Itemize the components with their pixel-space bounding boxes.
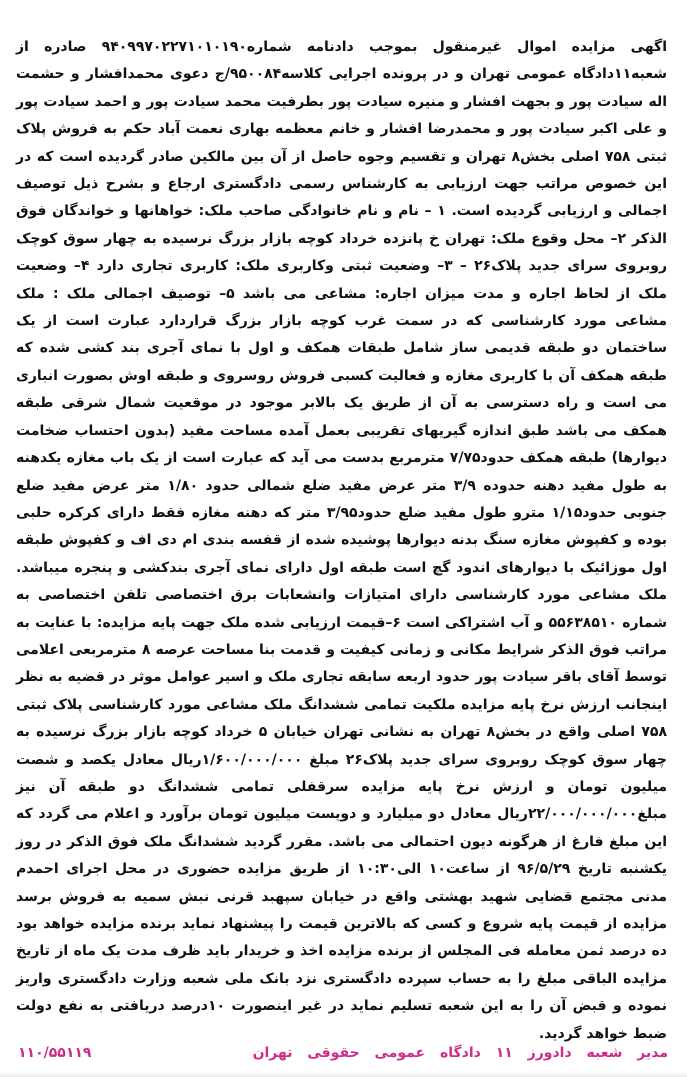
notice-code: ۱۱۰/۵۵۱۱۹	[18, 1045, 92, 1061]
court-signature: مدیر شعبه دادورز ۱۱ دادگاه عمومی حقوقی تهران	[252, 1045, 668, 1061]
notice-footer	[18, 1040, 668, 1066]
auction-notice-body: اگهی مزایده اموال غیرمنقول بموجب دادنامه شماره۹۴۰۹۹۷۰۲۲۷۱۰۱۰۱۹۰ صادره از شعبه۱۱دادگاه عمومی تهران و در پرونده اجرایی کلاسه۹۵۰۰۸۴/ج دعوی محمدافشار و حشمت اله سیادت پور و بجهت افشار و منیره سیادت پور بطرفیت محمد سیادت پور و احمد سیادت پور و علی اکبر سیادت پور و محمدرضا افشار و خانم معظمه بهاری نعمت آباد حکم به فروش پلاک ثبتی ۷۵۸ اصلی بخش۸ تهران و تقسیم وجوه حاصل از آن بین مالکین صادر گردیده است که در این خصوص مراتب جهت ارزیابی به کارشناس رسمی دادگستری ارجاع و بشرح ذیل توصیف اجمالی و ارزیابی گردیده است. ۱ – نام و نام خانوادگی صاحب ملک: خواهانها و خواندگان فوق الذکر ۲– محل وقوع ملک: تهران خ پانزده خرداد کوچه بازار بزرگ نرسیده به چهار سوق کوچک روبروی سرای جدید پلاک۲۶ – ۳– وضعیت ثبتی وکاربری ملک: کاربری تجاری دارد ۴– وضعیت ملک از لحاظ اجاره و مدت میزان اجاره: مشاعی می باشد ۵– توصیف اجمالی ملک : ملک مشاعی مورد کارشناسی که در سمت غرب کوچه بازار بزرگ قراردارد عبارت است از یک ساختمان دو طبقه قدیمی ساز شامل طبقات همکف و اول با نمای آجری بند کشی شده که طبقه همکف آن با کاربری مغازه و فعالیت کسبی فروش روسروی و طبقه اوش بصورت انباری می است و راه دسترسی به آن از طریق یک بالابر موجود در موقعیت شمال شرقی طبقه همکف می باشد طبق اندازه گیریهای تقریبی بعمل آمده مساحت مفید (بدون احتساب ضخامت دیوارها) طبقه همکف حدود۷/۷۵ مترمربع بدست می آید که عبارت است از یک باب مغازه یکدهنه به طول مفید دهنه حدوده ۳/۹ متر عرض مفید ضلع شمالی حدود ۱/۸۰ متر عرض مفید ضلع جنوبی حدود۱/۱۵ مترو طول مفید ضلع حدود۳/۹۵ متر که دهنه مغازه فقط دارای کرکره حلبی بوده و کفپوش مغازه سنگ بدنه دیوارها پوشیده شده از قفسه بندی ام دی اف و کفپوش طبقه اول موزائیک با دیوارهای اندود گچ است طبقه اول دارای نمای آجری بندکشی و پنجره میباشد. ملک مشاعی مورد کارشناسی دارای امتیازات وانشعابات برق اختصاصی تلفن اختصاصی به شماره ۵۵۶۳۸۵۱۰ و آب اشتراکی است ۶–قیمت ارزیابی شده ملک جهت پایه مزایده: با عنایت به مراتب فوق الذکر شرایط مکانی و زمانی کیفیت و قدمت بنا مساحت عرصه ۸ مترمربعی اعلامی توسط آقای باقر سیادت پور حدود اربعه سابقه تجاری ملک و اسیر عوامل موثر در قضیه به نظر اینجانب ارزش نرخ پایه مزایده ملکیت تمامی ششدانگ ملک مشاعی مورد کارشناسی پلاک ثبتی ۷۵۸ اصلی واقع در بخش۸ تهران به نشانی تهران خیابان ۵ خرداد کوچه بازار بزرگ نرسیده به چهار سوق کوچک روبروی سرای جدید پلاک۲۶ مبلغ ۱/۶۰۰/۰۰۰/۰۰۰ریال معادل یکصد و شصت میلیون تومان و ارزش نرخ پایه مزایده سرقفلی تمامی ششدانگ دو طبقه آن نیز مبلغ۲۲/۰۰۰/۰۰۰/۰۰۰ریال معادل دو میلیارد و دویست میلیون تومان برآورد و اعلام می گردد که این مبلغ فارغ از هرگونه دیون احتمالی می باشد. مقرر گردید ششدانگ ملک فوق الذکر در روز یکشنبه تاریخ ۹۶/۵/۲۹ از ساعت۱۰ الی۱۰:۳۰ از طریق مزایده حضوری در محل اجرای احمدم مدنی مجتمع قضایی شهید بهشتی واقع در خیابان سپهبد قرنی نبش سمیه به فروش برسد مزایده از قیمت پایه شروع و کسی که بالاترین قیمت را پیشنهاد نماید برنده مزایده خواهد بود ده درصد ثمن معامله فی المجلس از برنده مزایده اخذ و خریدار باید ظرف مدت یک ماه از تاریخ مزایده الباقی مبلغ را به حساب سپرده دادگستری نزد بانک ملی شعبه وزارت دادگستری واریز نموده و قبض آن را به این شعبه تسلیم نماید در غیر اینصورت ۱۰درصد دریافتی به نفع دولت ضبط خواهد گردید.	[16, 39, 668, 1042]
page-cutoff-edge	[0, 1072, 687, 1077]
